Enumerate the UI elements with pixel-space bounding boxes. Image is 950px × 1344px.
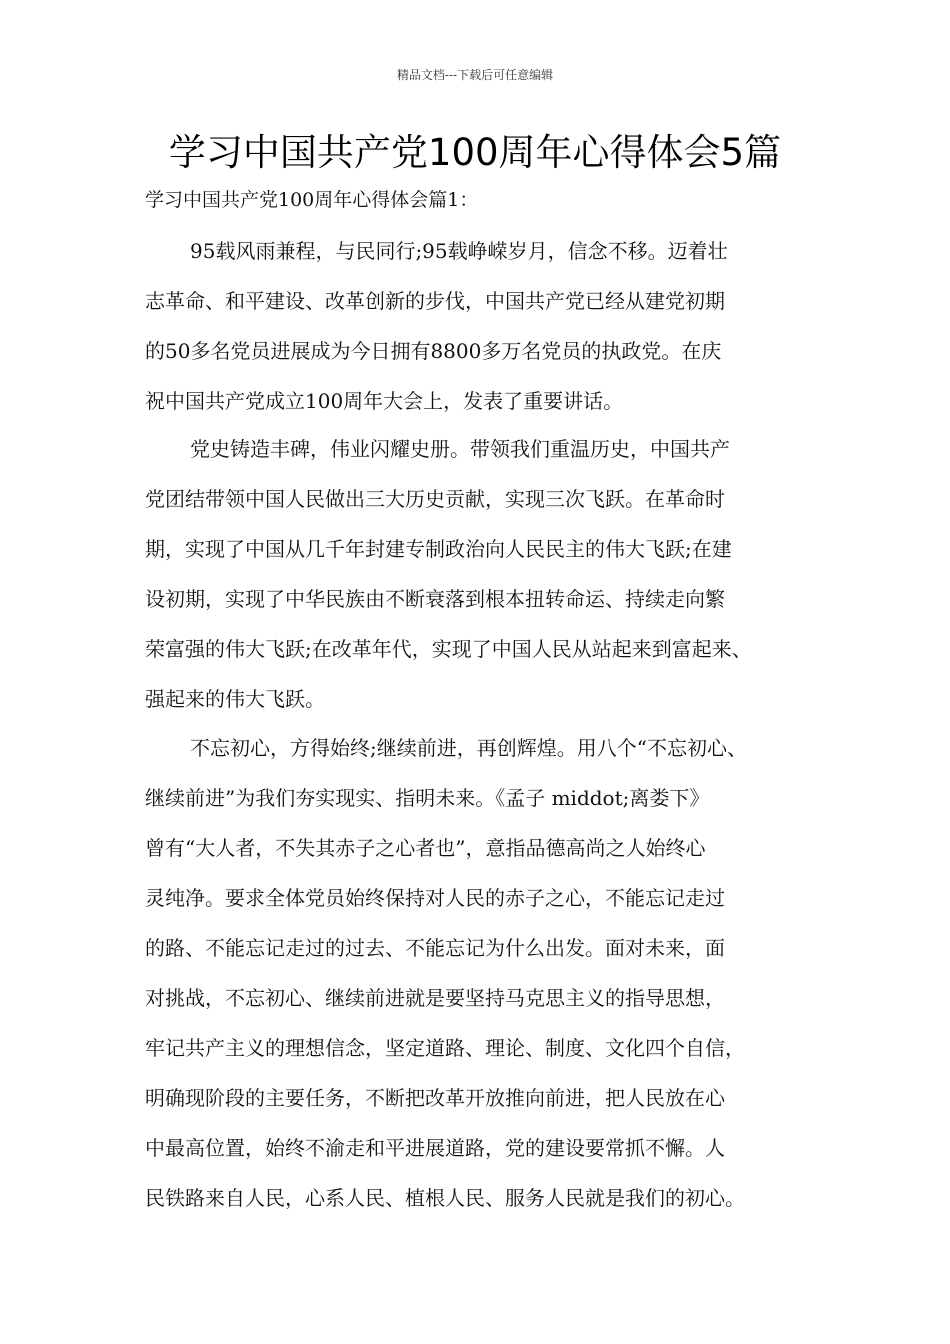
paragraph-line: 继续前进”为我们夯实现实、指明未来。《孟子 middot;离娄下》 xyxy=(145,786,710,810)
paragraph-line: 祝中国共产党成立100周年大会上，发表了重要讲话。 xyxy=(145,389,624,413)
paragraph-line: 中最高位置，始终不渝走和平进展道路，党的建设要常抓不懈。人 xyxy=(145,1136,725,1160)
paragraph-line: 荣富强的伟大飞跃;在改革年代，实现了中国人民从站起来到富起来、 xyxy=(145,637,752,661)
paragraph-1 xyxy=(145,226,835,426)
paragraph-line: 设初期，实现了中华民族由不断衰落到根本扭转命运、持续走向繁 xyxy=(145,587,725,611)
document-title: 学习中国共产党100周年心得体会5篇 xyxy=(168,131,782,174)
section-heading: 学习中国共产党100周年心得体会篇1： xyxy=(145,189,479,211)
paragraph-line: 灵纯净。要求全体党员始终保持对人民的赤子之心，不能忘记走过 xyxy=(145,886,725,910)
paragraph-line: 明确现阶段的主要任务，不断把改革开放推向前进，把人民放在心 xyxy=(145,1086,725,1110)
paragraph-line: 的50多名党员进展成为今日拥有8800多万名党员的执政党。在庆 xyxy=(145,339,722,363)
paragraph-line: 党团结带领中国人民做出三大历史贡献，实现三次飞跃。在革命时 xyxy=(145,487,725,511)
paragraph-line: 牢记共产主义的理想信念，坚定道路、理论、制度、文化四个自信， xyxy=(145,1036,745,1060)
paragraph-3 xyxy=(145,723,835,1223)
paragraph-line: 民铁路来自人民，心系人民、植根人民、服务人民就是我们的初心。 xyxy=(145,1186,745,1210)
paragraph-line: 强起来的伟大飞跃。 xyxy=(145,687,325,711)
paragraph-line: 的路、不能忘记走过的过去、不能忘记为什么出发。面对未来，面 xyxy=(145,936,725,960)
paragraph-line: 曾有“大人者，不失其赤子之心者也”，意指品德高尚之人始终心 xyxy=(145,836,706,860)
paragraph-line: 志革命、和平建设、改革创新的步伐，中国共产党已经从建党初期 xyxy=(145,289,725,313)
page-header-note: 精品文档---下载后可任意编辑 xyxy=(396,68,554,82)
paragraph-line: 对挑战，不忘初心、继续前进就是要坚持马克思主义的指导思想， xyxy=(145,986,725,1010)
paragraph-line: 期，实现了中国从几千年封建专制政治向人民民主的伟大飞跃;在建 xyxy=(145,537,732,561)
paragraph-line: 95载风雨兼程，与民同行;95载峥嵘岁月，信念不移。迈着壮 xyxy=(190,239,728,263)
paragraph-2 xyxy=(145,424,835,724)
paragraph-line: 党史铸造丰碑，伟业闪耀史册。带领我们重温历史，中国共产 xyxy=(190,437,730,461)
paragraph-line: 不忘初心，方得始终;继续前进，再创辉煌。用八个“不忘初心、 xyxy=(190,736,747,760)
